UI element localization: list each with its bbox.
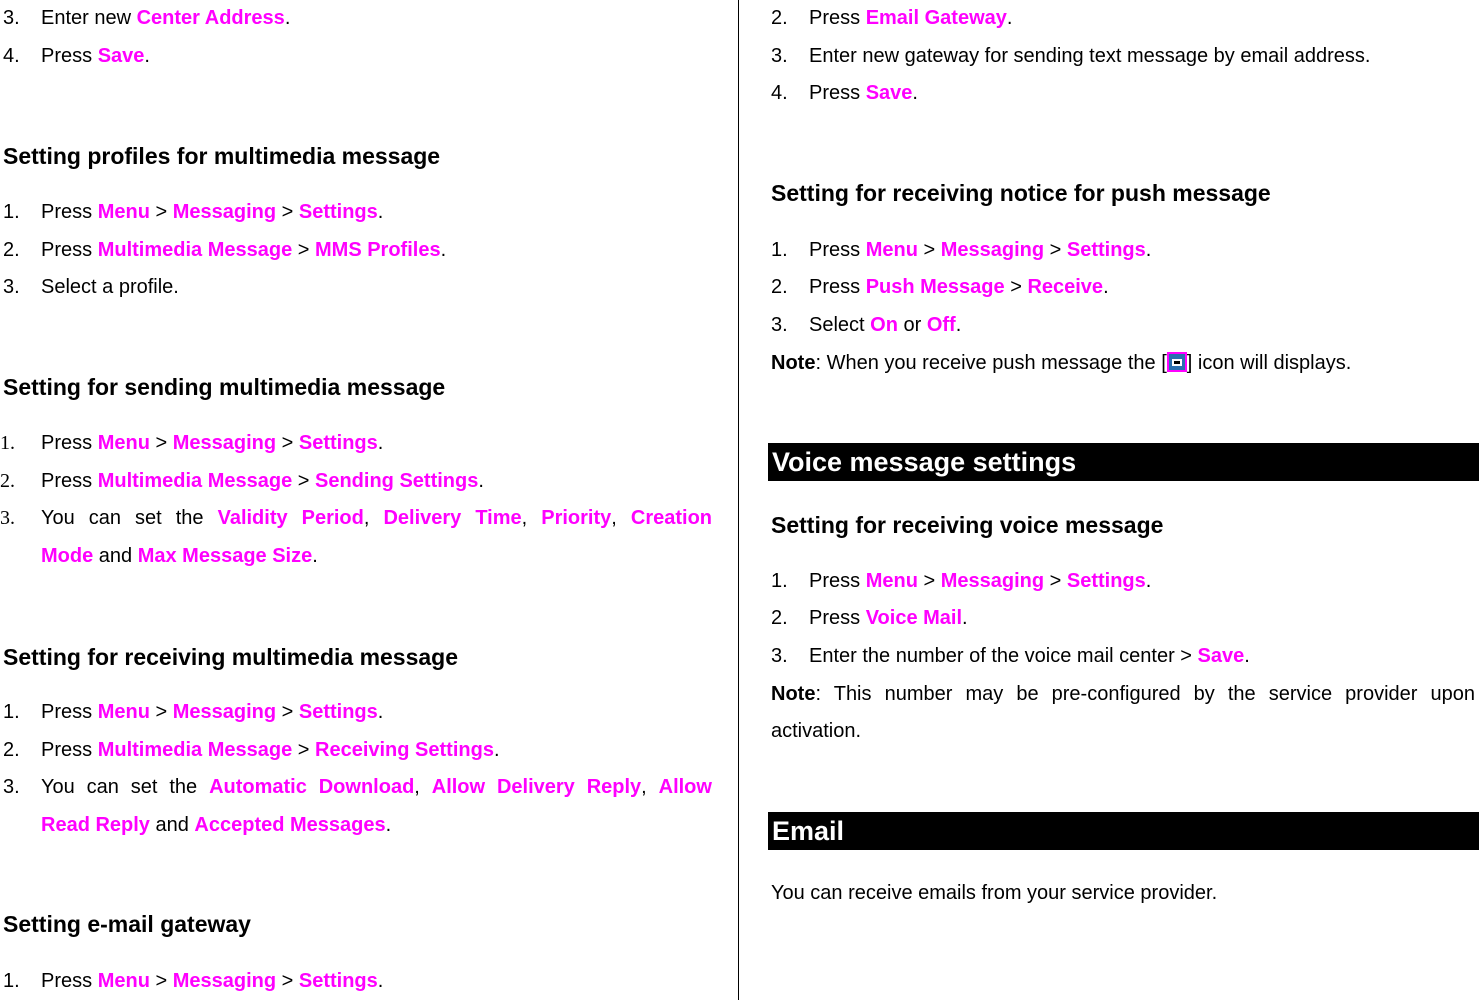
heading-profiles: Setting profiles for multimedia message	[3, 143, 441, 169]
note-voice-continuation: activation.	[771, 720, 862, 742]
column-divider	[738, 0, 739, 1000]
push-message-icon	[1167, 352, 1187, 372]
note-voice: Note: This number may be pre-configured by the service provider upon	[771, 683, 1475, 705]
heading-receiving: Setting for receiving multimedia message	[3, 644, 459, 670]
banner-voice-message-settings: Voice message settings	[768, 443, 1479, 481]
note-push: Note: When you receive push message the [ ] icon will displays.	[771, 352, 1352, 374]
right-column: 2. Press Email Gateway. 3. Enter new gateway for sending text message by email address. 4. Press Save. Setting for receiving notice for push message 1. Press Menu > Messaging > Settings. 2. Press Push Message > Receive. 3. Select On or Off. Note: When you receive push message the [ ] icon will displays. Voice message settings Setting for receiving voice message 1. Press Menu > Messaging > Settings. 2. Press Voice Mail. 3. Enter the number of the voice mail center > Save. Note: This number may be pre-configured by the service provider upon activation. Email You can receive emails from your service provider.	[768, 0, 1479, 1000]
left-column: 3. Enter new Center Address. 4. Press Save. Setting profiles for multimedia message 1. Press Menu > Messaging > Settings. 2. Press Multimedia Message > MMS Profiles. 3. Select a profile. Setting for sending multimedia message 1. Press Menu > Messaging > Settings. 2. Press Multimedia Message > Sending Settings. 3. You can set the Validity Period, Delivery Time, Priority, Creation Mode and Max Message Size. Setting for receiving multimedia message 1. Press Menu > Messaging > Settings. 2. Press Multimedia Message > Receiving Settings. 3. You can set the Automatic Download, Allow Delivery Reply, Allow Read Reply and Accepted Messages. Setting e-mail gateway 1. Press Menu > Messaging > Settings.	[0, 7, 712, 992]
email-description: You can receive emails from your service provider.	[771, 882, 1218, 904]
heading-email-gateway: Setting e-mail gateway	[3, 911, 251, 937]
heading-sending: Setting for sending multimedia message	[3, 374, 446, 400]
banner-email: Email	[768, 812, 1479, 850]
heading-push: Setting for receiving notice for push message	[771, 180, 1271, 206]
heading-voice: Setting for receiving voice message	[771, 512, 1164, 538]
